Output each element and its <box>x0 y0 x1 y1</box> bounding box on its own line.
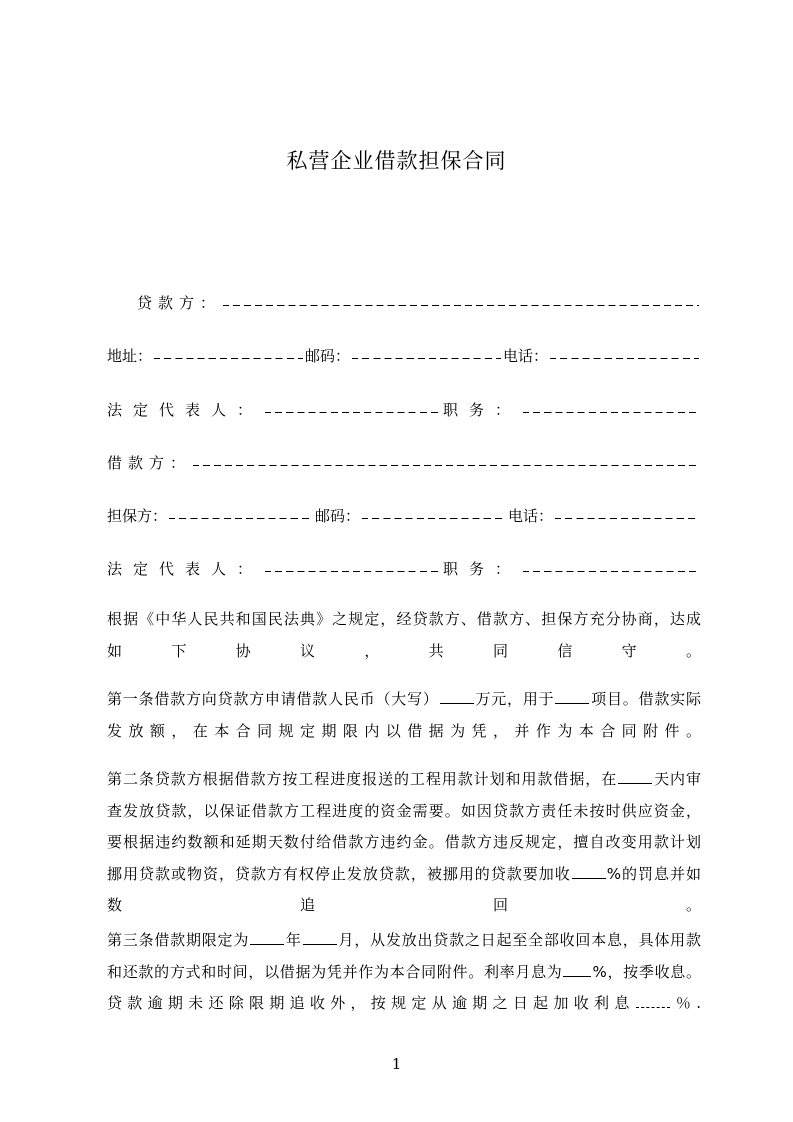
guarantor-blank[interactable] <box>169 518 313 519</box>
article-3-text-3b: ％. <box>670 994 701 1012</box>
lender-field <box>107 290 701 314</box>
article-2-line-5: 数追回。 <box>107 896 701 914</box>
article-1-text-c: 项目。借款实际 <box>590 690 701 708</box>
postcode-blank[interactable] <box>352 358 501 359</box>
article-3-line-3 <box>107 988 701 1020</box>
position2-blank[interactable] <box>523 571 699 572</box>
article-2-line-3: 要根据违约数额和延期天数付给借款方违约金。借款方违反规定，擅自改变用款计划 <box>107 833 701 851</box>
address-blank[interactable] <box>154 358 303 359</box>
preamble-line-2: 如下协议，共同信守。 <box>107 641 701 660</box>
article-3-text-2a: 和还款的方式和时间，以借据为凭并作为本合同附件。利率月息为 <box>107 962 563 981</box>
article-3-text-3a: 贷款逾期未还除限期追收外，按规定从逾期之日起加收利息 <box>107 994 635 1012</box>
preamble-paragraph <box>107 604 701 667</box>
phone-blank[interactable] <box>550 358 699 359</box>
legal-rep-blank[interactable] <box>265 412 441 413</box>
guarantor-rep-row <box>107 556 701 580</box>
lender-label: 贷款方： <box>137 293 222 312</box>
article-2-text-a: 第二条贷款方根据借款方按工程进度报送的工程用款计划和用款借据，在 <box>107 770 618 788</box>
document-title: 私营企业借款担保合同 <box>286 149 507 173</box>
borrower-blank[interactable] <box>193 465 699 466</box>
guarantor-label: 担保方： <box>107 506 168 525</box>
article-1-text-a: 第一条借款方向贷款方申请借款人民币（大写） <box>107 690 439 708</box>
article-1-line-1 <box>107 684 701 716</box>
penalty-rate-blank[interactable] <box>572 864 606 879</box>
address-label: 地址： <box>107 346 153 365</box>
legal-rep2-blank[interactable] <box>265 571 441 572</box>
article-2-text-b: 天内审 <box>653 770 701 788</box>
article-2-line-2: 查发放贷款，以保证借款方工程进度的资金需要。如因贷款方责任未按时供应资金， <box>107 801 701 820</box>
legal-rep2-label: 法定代表人： <box>107 559 264 578</box>
article-2 <box>107 764 701 922</box>
article-1 <box>107 684 701 747</box>
position-blank[interactable] <box>523 412 699 413</box>
project-blank[interactable] <box>555 689 589 704</box>
postcode-label: 邮码： <box>305 346 351 365</box>
guarantor-row <box>107 503 701 527</box>
article-3 <box>107 925 701 1020</box>
postcode2-blank[interactable] <box>362 518 506 519</box>
article-1-text-b: 万元，用于 <box>474 690 555 708</box>
article-1-line-2: 发放额，在本合同规定期限内以借据为凭，并作为本合同附件。 <box>107 721 701 740</box>
article-2-text-4a: 挪用贷款或物资，贷款方有权停止发放贷款，被挪用的贷款要加收 <box>107 864 571 883</box>
phone-label: 电话： <box>503 346 549 365</box>
page-number: 1 <box>391 1055 402 1073</box>
article-3-line-1 <box>107 925 701 957</box>
article-2-line-1 <box>107 764 701 796</box>
months-blank[interactable] <box>303 930 337 945</box>
phone2-blank[interactable] <box>555 518 699 519</box>
days-blank[interactable] <box>618 769 652 784</box>
phone2-label: 电话： <box>508 506 554 525</box>
position2-label: 职务： <box>443 559 522 578</box>
lender-contact-row <box>107 343 701 367</box>
legal-rep-label: 法定代表人： <box>107 400 264 419</box>
amount-blank[interactable] <box>440 689 474 704</box>
lender-blank[interactable] <box>223 305 699 306</box>
article-2-text-4b: %的罚息并如 <box>606 864 701 883</box>
position-label: 职务： <box>443 400 522 419</box>
monthly-rate-blank[interactable] <box>563 962 591 977</box>
article-3-text-2b: %，按季收息。 <box>592 962 701 981</box>
borrower-label: 借款方： <box>107 453 192 472</box>
article-3-text-c: 月，从发放出贷款之日起至全部收回本息，具体用款 <box>337 931 701 949</box>
article-2-line-4 <box>107 859 701 891</box>
article-3-text-b: 年 <box>285 931 302 949</box>
article-3-text-a: 第三条借款期限定为 <box>107 931 250 949</box>
lender-rep-row <box>107 397 701 421</box>
years-blank[interactable] <box>250 930 284 945</box>
postcode2-label: 邮码： <box>315 506 361 525</box>
overdue-rate-blank[interactable] <box>636 993 670 1008</box>
preamble-line-1: 根据《中华人民共和国民法典》之规定，经贷款方、借款方、担保方充分协商，达成 <box>107 610 701 628</box>
article-3-line-2 <box>107 957 701 989</box>
borrower-field <box>107 450 701 474</box>
